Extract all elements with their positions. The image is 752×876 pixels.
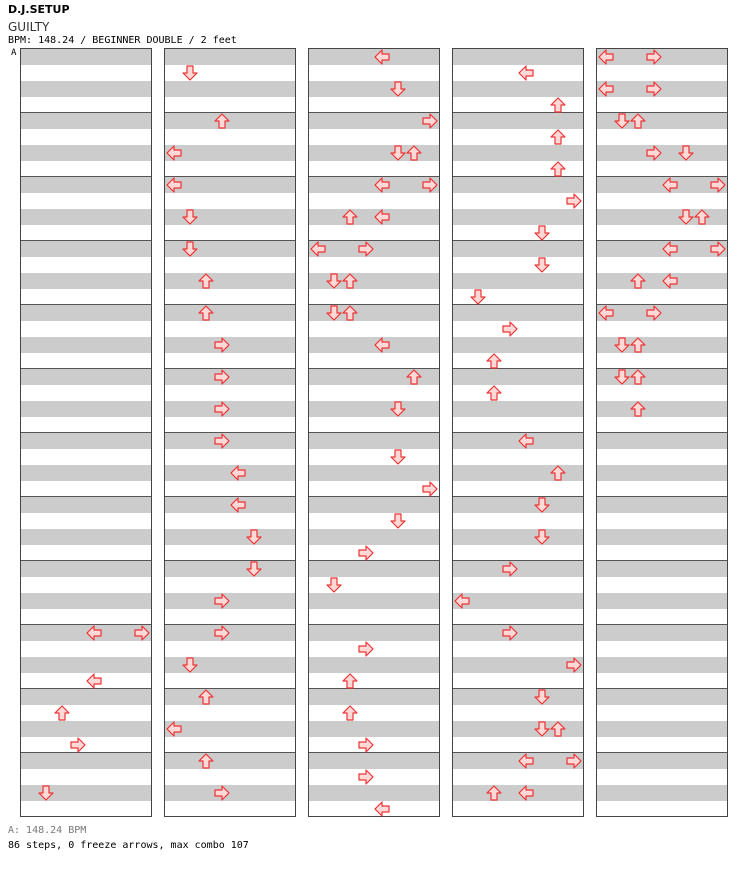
measure-line xyxy=(165,176,295,177)
left-arrow-icon xyxy=(454,593,470,609)
down-arrow-icon xyxy=(326,577,342,593)
measure-line xyxy=(309,240,439,241)
left-arrow-icon xyxy=(598,49,614,65)
measure-line xyxy=(597,624,727,625)
left-arrow-icon xyxy=(374,209,390,225)
down-arrow-icon xyxy=(534,497,550,513)
measure-line xyxy=(453,496,583,497)
right-arrow-icon xyxy=(70,737,86,753)
left-arrow-icon xyxy=(518,433,534,449)
measure-line xyxy=(165,624,295,625)
left-arrow-icon xyxy=(374,801,390,817)
up-arrow-icon xyxy=(630,337,646,353)
up-arrow-icon xyxy=(630,401,646,417)
left-arrow-icon xyxy=(86,625,102,641)
measure-line xyxy=(597,496,727,497)
chart-column-3 xyxy=(308,48,440,817)
up-arrow-icon xyxy=(342,305,358,321)
measure-line xyxy=(309,688,439,689)
up-arrow-icon xyxy=(342,705,358,721)
measure-line xyxy=(165,368,295,369)
down-arrow-icon xyxy=(470,289,486,305)
down-arrow-icon xyxy=(246,561,262,577)
down-arrow-icon xyxy=(534,721,550,737)
up-arrow-icon xyxy=(198,689,214,705)
up-arrow-icon xyxy=(630,113,646,129)
chart-column-1 xyxy=(20,48,152,817)
measure-line xyxy=(597,560,727,561)
chart-info: BPM: 148.24 / BEGINNER DOUBLE / 2 feet xyxy=(8,35,237,46)
up-arrow-icon xyxy=(486,785,502,801)
measure-line xyxy=(453,368,583,369)
down-arrow-icon xyxy=(614,369,630,385)
up-arrow-icon xyxy=(630,369,646,385)
right-arrow-icon xyxy=(422,113,438,129)
down-arrow-icon xyxy=(182,65,198,81)
left-arrow-icon xyxy=(598,81,614,97)
right-arrow-icon xyxy=(710,177,726,193)
right-arrow-icon xyxy=(710,241,726,257)
down-arrow-icon xyxy=(182,209,198,225)
up-arrow-icon xyxy=(406,145,422,161)
song-title: GUILTY xyxy=(8,20,50,34)
right-arrow-icon xyxy=(358,641,374,657)
right-arrow-icon xyxy=(214,433,230,449)
down-arrow-icon xyxy=(390,513,406,529)
up-arrow-icon xyxy=(406,369,422,385)
right-arrow-icon xyxy=(214,593,230,609)
step-stats: 86 steps, 0 freeze arrows, max combo 107 xyxy=(8,840,249,851)
left-arrow-icon xyxy=(518,753,534,769)
measure-line xyxy=(21,752,151,753)
up-arrow-icon xyxy=(342,209,358,225)
measure-line xyxy=(165,752,295,753)
right-arrow-icon xyxy=(422,177,438,193)
measure-line xyxy=(309,112,439,113)
measure-line xyxy=(453,560,583,561)
right-arrow-icon xyxy=(502,321,518,337)
measure-line xyxy=(165,304,295,305)
left-arrow-icon xyxy=(374,49,390,65)
right-arrow-icon xyxy=(566,193,582,209)
up-arrow-icon xyxy=(550,97,566,113)
measure-line xyxy=(597,688,727,689)
bpm-legend: A: 148.24 BPM xyxy=(8,825,87,836)
down-arrow-icon xyxy=(534,689,550,705)
down-arrow-icon xyxy=(182,657,198,673)
down-arrow-icon xyxy=(678,209,694,225)
right-arrow-icon xyxy=(214,369,230,385)
chart-column-4 xyxy=(452,48,584,817)
measure-line xyxy=(165,112,295,113)
up-arrow-icon xyxy=(550,161,566,177)
measure-line xyxy=(21,240,151,241)
down-arrow-icon xyxy=(390,449,406,465)
right-arrow-icon xyxy=(214,401,230,417)
left-arrow-icon xyxy=(166,145,182,161)
right-arrow-icon xyxy=(646,49,662,65)
down-arrow-icon xyxy=(534,257,550,273)
right-arrow-icon xyxy=(646,145,662,161)
right-arrow-icon xyxy=(502,561,518,577)
right-arrow-icon xyxy=(646,305,662,321)
up-arrow-icon xyxy=(198,305,214,321)
measure-line xyxy=(165,560,295,561)
left-arrow-icon xyxy=(374,177,390,193)
measure-line xyxy=(309,496,439,497)
song-artist: D.J.SETUP xyxy=(8,3,70,16)
right-arrow-icon xyxy=(358,545,374,561)
left-arrow-icon xyxy=(518,65,534,81)
right-arrow-icon xyxy=(134,625,150,641)
measure-line xyxy=(453,688,583,689)
left-arrow-icon xyxy=(310,241,326,257)
measure-line xyxy=(21,112,151,113)
down-arrow-icon xyxy=(326,305,342,321)
measure-line xyxy=(453,624,583,625)
right-arrow-icon xyxy=(358,737,374,753)
down-arrow-icon xyxy=(38,785,54,801)
up-arrow-icon xyxy=(342,673,358,689)
down-arrow-icon xyxy=(614,337,630,353)
down-arrow-icon xyxy=(246,529,262,545)
down-arrow-icon xyxy=(390,81,406,97)
right-arrow-icon xyxy=(566,753,582,769)
measure-line xyxy=(21,496,151,497)
up-arrow-icon xyxy=(486,353,502,369)
measure-line xyxy=(21,368,151,369)
down-arrow-icon xyxy=(534,225,550,241)
down-arrow-icon xyxy=(678,145,694,161)
left-arrow-icon xyxy=(86,673,102,689)
left-arrow-icon xyxy=(662,241,678,257)
down-arrow-icon xyxy=(390,145,406,161)
up-arrow-icon xyxy=(54,705,70,721)
measure-line xyxy=(597,752,727,753)
right-arrow-icon xyxy=(358,769,374,785)
left-arrow-icon xyxy=(518,785,534,801)
right-arrow-icon xyxy=(646,81,662,97)
down-arrow-icon xyxy=(390,401,406,417)
measure-line xyxy=(309,624,439,625)
right-arrow-icon xyxy=(358,241,374,257)
right-arrow-icon xyxy=(502,625,518,641)
right-arrow-icon xyxy=(566,657,582,673)
up-arrow-icon xyxy=(550,129,566,145)
measure-line xyxy=(597,304,727,305)
measure-line xyxy=(21,176,151,177)
up-arrow-icon xyxy=(198,753,214,769)
right-arrow-icon xyxy=(422,481,438,497)
up-arrow-icon xyxy=(630,273,646,289)
down-arrow-icon xyxy=(326,273,342,289)
left-arrow-icon xyxy=(166,721,182,737)
down-arrow-icon xyxy=(614,113,630,129)
chart-column-5 xyxy=(596,48,728,817)
measure-line xyxy=(21,432,151,433)
measure-line xyxy=(309,560,439,561)
measure-line xyxy=(309,752,439,753)
measure-line xyxy=(165,688,295,689)
left-arrow-icon xyxy=(166,177,182,193)
measure-line xyxy=(21,304,151,305)
up-arrow-icon xyxy=(694,209,710,225)
down-arrow-icon xyxy=(182,241,198,257)
left-arrow-icon xyxy=(662,273,678,289)
up-arrow-icon xyxy=(550,721,566,737)
up-arrow-icon xyxy=(342,273,358,289)
up-arrow-icon xyxy=(214,113,230,129)
measure-line xyxy=(309,432,439,433)
left-arrow-icon xyxy=(662,177,678,193)
right-arrow-icon xyxy=(214,625,230,641)
right-arrow-icon xyxy=(214,785,230,801)
up-arrow-icon xyxy=(198,273,214,289)
bpm-marker-label: A xyxy=(11,48,17,58)
left-arrow-icon xyxy=(230,465,246,481)
measure-line xyxy=(453,240,583,241)
chart-column-2 xyxy=(164,48,296,817)
measure-line xyxy=(21,560,151,561)
right-arrow-icon xyxy=(214,337,230,353)
left-arrow-icon xyxy=(230,497,246,513)
left-arrow-icon xyxy=(598,305,614,321)
measure-line xyxy=(165,432,295,433)
down-arrow-icon xyxy=(534,529,550,545)
up-arrow-icon xyxy=(486,385,502,401)
up-arrow-icon xyxy=(550,465,566,481)
measure-line xyxy=(597,432,727,433)
left-arrow-icon xyxy=(374,337,390,353)
